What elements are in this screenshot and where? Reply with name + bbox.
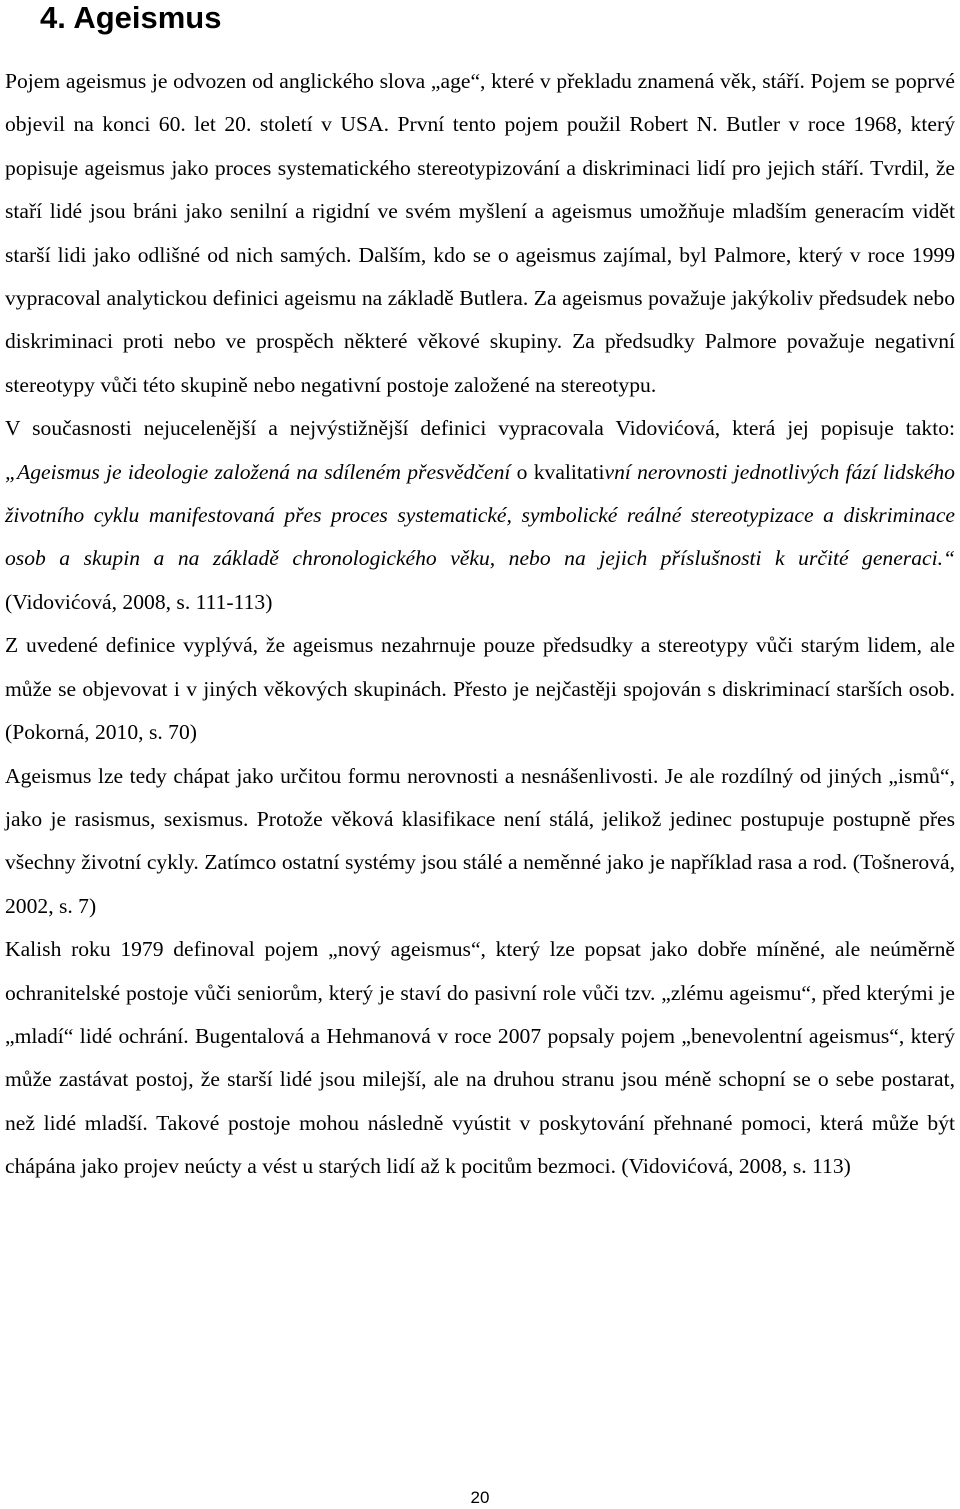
paragraph-text: Pojem ageismus je odvozen od anglického slova „age“, které v překladu znamená věk, stáří. Pojem se poprvé objevil na konci 60. let 20. století v USA. První tento pojem použil Robert N. Butler v roce 1968, který popisuje ageismus jako proces systematického stereotypizování a diskriminaci lidí pro jejich stáří. Tvrdil, že staří lidé jsou bráni jako senilní a rigidní ve svém myšlení a ageismus umožňuje mladším generacím vidět starší lidi jako odlišné od nich samých. Dalším, kdo se o ageismus zajímal, byl Palmore, který v roce 1999 vypracoval analytickou definici ageismu na základě Butlera. Za ageismus považuje jakýkoliv předsudek nebo diskriminaci proti nebo ve prospěch některé věkové skupiny. Za předsudky Palmore považuje negativní stereotypy vůči této skupině nebo negativní postoje založené na stereotypu. [5,69,955,397]
quote-text: vní nerovnosti jednotlivých fází lidského životního cyklu manifestovaná přes proces systematické, symbolické reálné stereotypizace a diskriminace osob a skupin a na základě chronologického věku, nebo na jejich příslušnosti k určité generaci.“ [5,459,955,571]
paragraph [5,755,955,929]
chapter-heading: 4. Ageismus [40,0,222,35]
paragraph [5,624,955,754]
paragraph-text: o kvalitati [510,459,605,484]
paragraph-text: Z uvedené definice vyplývá, že ageismus nezahrnuje pouze předsudky a stereotypy vůči starým lidem, ale může se objevovat i v jiných věkových skupinách. Přesto je nejčastěji spojován s diskriminací starších osob. (Pokorná, 2010, s. 70) [5,633,955,745]
paragraph-text: Ageismus lze tedy chápat jako určitou formu nerovnosti a nesnášenlivosti. Je ale rozdílný od jiných „ismů“, jako je rasismus, sexismus. Protože věková klasifikace není stálá, jelikož jedinec postupuje postupně přes všechny životní cykly. Zatímco ostatní systémy jsou stálé a neměnné jako je například rasa a rod. (Tošnerová, 2002, s. 7) [5,763,955,918]
paragraph-text: V současnosti nejucelenější a nejvýstižnější definici vypracovala Vidovićová, která jej popisuje takto: [5,416,955,441]
body-text [5,60,955,1189]
paragraph [5,407,955,624]
paragraph-text: Kalish roku 1979 definoval pojem „nový ageismus“, který lze popsat jako dobře míněné, ale neúměrně ochranitelské postoje vůči seniorům, který je staví do pasivní role vůči tzv. „zlému ageismu“, před kterými je „mladí“ lidé ochrání. Bugentalová a Hehmanová v roce 2007 popsaly pojem „benevolentní ageismus“, který může zastávat postoj, že starší lidé jsou milejší, ale na druhou stranu jsou méně schopní se o sebe postarat, než lidé mladší. Takové postoje mohou následně vyústit v poskytování přehnané pomoci, která může být chápána jako projev neúcty a vést u starých lidí až k pocitům bezmoci. (Vidovićová, 2008, s. 113) [5,937,955,1179]
paragraph [5,60,955,407]
paragraph [5,928,955,1188]
quote-text: „Ageismus je ideologie založená na sdíleném přesvědčení [5,459,511,484]
page-number: 20 [470,1488,490,1507]
paragraph-text: (Vidovićová, 2008, s. 111-113) [5,589,273,614]
